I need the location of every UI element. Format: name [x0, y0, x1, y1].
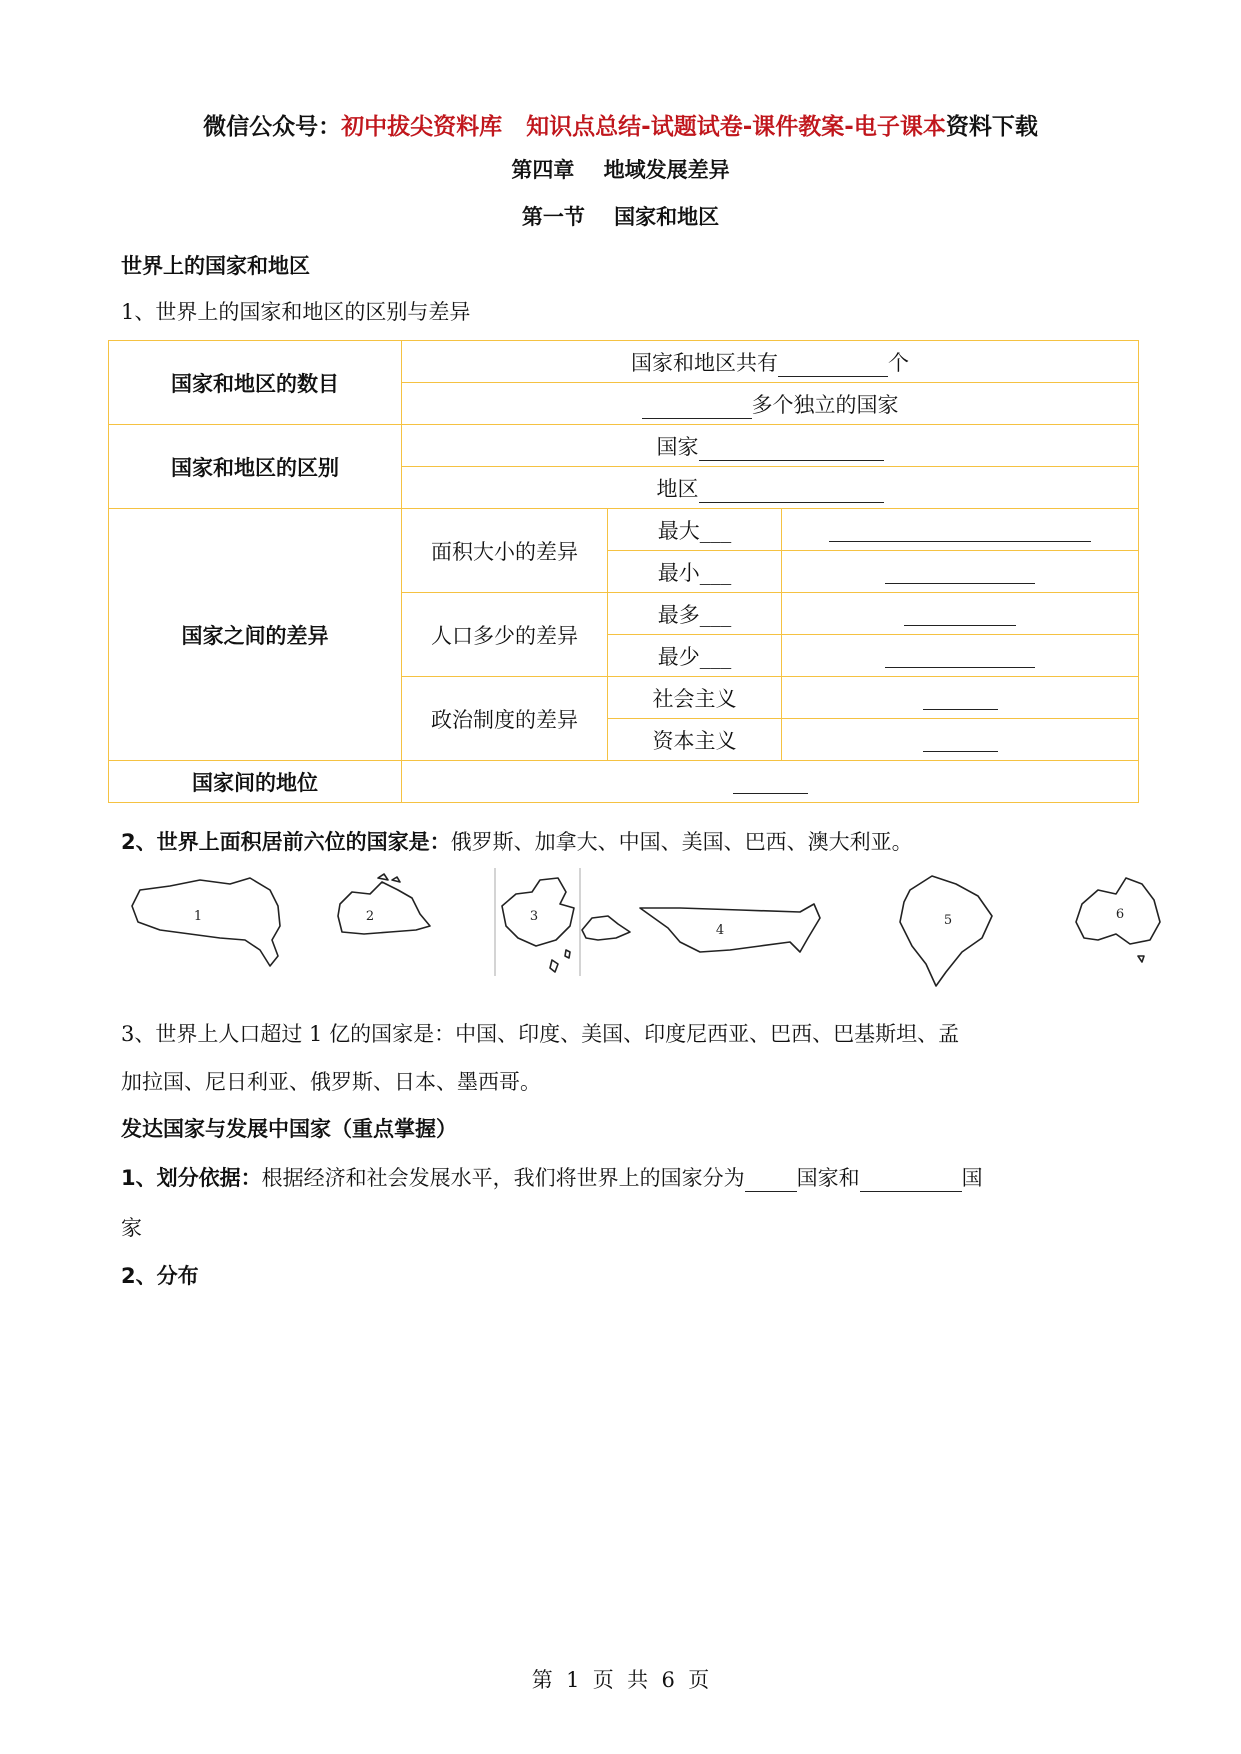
- part1-item1: 1、世界上的国家和地区的区别与差异: [121, 300, 471, 324]
- chapter-title: 第四章 地域发展差异: [511, 158, 730, 182]
- pol-label: 政治制度的差异: [402, 677, 608, 761]
- diff-row1: 国家: [402, 425, 1139, 467]
- pop-max: 最多___: [608, 593, 782, 635]
- brazil-outline-icon: [900, 876, 992, 986]
- part2-item1-label: 1、划分依据：: [121, 1166, 262, 1190]
- part1-heading: 世界上的国家和地区: [121, 254, 310, 278]
- map-number-2: 2: [365, 909, 375, 924]
- diff-label: 国家和地区的区别: [109, 425, 402, 509]
- canada-outline-icon: [338, 882, 430, 934]
- area-min-answer: [782, 551, 1139, 593]
- map-number-3: 3: [529, 909, 539, 924]
- header-prefix: 微信公众号：: [203, 114, 342, 140]
- pol-social: 社会主义: [608, 677, 782, 719]
- between-label: 国家之间的差异: [109, 509, 402, 761]
- map-number-1: 1: [193, 909, 203, 924]
- part2-item1-text-c: 国: [961, 1166, 983, 1190]
- diff-row2: 地区: [402, 467, 1139, 509]
- map-number-5: 5: [943, 913, 953, 928]
- part2-item1-text-a: 根据经济和社会发展水平，我们将世界上的国家分为: [261, 1166, 745, 1190]
- header-red-text: 初中拔尖资料库 知识点总结-试题试卷-课件教案-电子课本: [341, 114, 946, 140]
- part2-item2: 2、分布: [121, 1264, 199, 1288]
- pop-min: 最少___: [608, 635, 782, 677]
- part2-item1-text-b: 国家和: [796, 1166, 860, 1190]
- russia-outline-icon: [132, 878, 280, 966]
- item2-text: 俄罗斯、加拿大、中国、美国、巴西、澳大利亚。: [450, 830, 913, 854]
- part1-item3-line1: 3、世界上人口超过 1 亿的国家是：中国、印度、美国、印度尼西亚、巴西、巴基斯坦、孟: [121, 1022, 960, 1046]
- blank-line: [860, 1169, 962, 1192]
- map-number-4: 4: [715, 923, 725, 938]
- part2-item1: [121, 1162, 983, 1192]
- part1-item3-line2: 加拉国、尼日利亚、俄罗斯、日本、墨西哥。: [121, 1070, 541, 1094]
- pol-capital: 资本主义: [608, 719, 782, 761]
- section-title: 第一节 国家和地区: [521, 205, 720, 229]
- pop-max-answer: [782, 593, 1139, 635]
- map-number-6: 6: [1115, 907, 1125, 922]
- blank-line: [904, 603, 1016, 626]
- blank-line: [778, 354, 888, 377]
- blank-line: [745, 1169, 797, 1192]
- blank-line: [642, 396, 752, 419]
- count-row2: 多个独立的国家: [402, 383, 1139, 425]
- count-label: 国家和地区的数目: [109, 341, 402, 425]
- blank-line: [699, 480, 884, 503]
- blank-line: [733, 771, 808, 794]
- blank-line: [923, 687, 998, 710]
- part2-item1-cont: 家: [121, 1216, 142, 1240]
- blank-line: [829, 519, 1091, 542]
- header-suffix: 资料下载: [945, 114, 1038, 140]
- usa-outline-icon: [640, 904, 820, 952]
- item2-label: 2、世界上面积居前六位的国家是：: [121, 830, 451, 854]
- blank-line: [923, 729, 998, 752]
- count-row1: 国家和地区共有 个: [402, 341, 1139, 383]
- status-label: 国家间的地位: [109, 761, 402, 803]
- pop-label: 人口多少的差异: [402, 593, 608, 677]
- blank-line: [885, 561, 1035, 584]
- blank-line: [885, 645, 1035, 668]
- part1-item2: [121, 826, 913, 856]
- header-banner: [0, 108, 1241, 141]
- pop-min-answer: [782, 635, 1139, 677]
- country-outline-maps: [120, 868, 1180, 988]
- area-min: 最小___: [608, 551, 782, 593]
- blank-line: [699, 438, 884, 461]
- country-table: [108, 340, 1139, 803]
- page-footer: 第 1 页 共 6 页: [531, 1668, 710, 1692]
- status-answer: [402, 761, 1139, 803]
- area-max-answer: [782, 509, 1139, 551]
- area-max: 最大___: [608, 509, 782, 551]
- pol-social-answer: [782, 677, 1139, 719]
- area-label: 面积大小的差异: [402, 509, 608, 593]
- part2-heading: 发达国家与发展中国家（重点掌握）: [121, 1117, 457, 1141]
- pol-capital-answer: [782, 719, 1139, 761]
